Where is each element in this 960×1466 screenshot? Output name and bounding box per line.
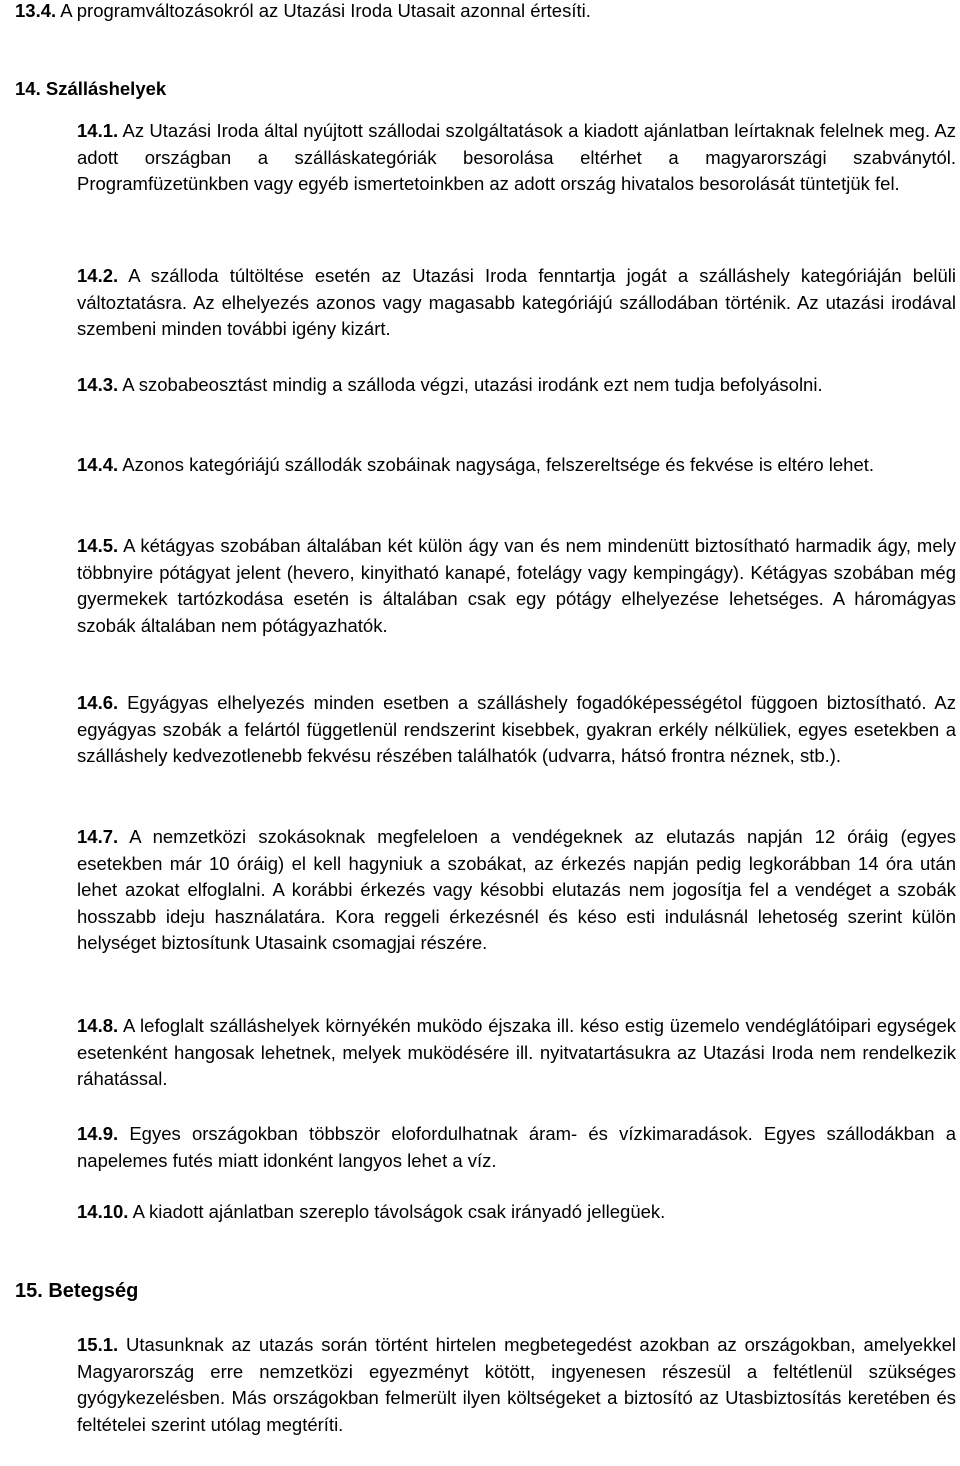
clause-number: 14.10. [77,1201,129,1222]
clause-14-8 [77,1013,956,1093]
clause-number: 14.9. [77,1123,119,1144]
clause-number: 14.8. [77,1015,119,1036]
clause-text: A lefoglalt szálláshelyek környékén muködo éjszaka ill. késo estig üzemelo vendéglátóipari egységek esetenként hangosak lehetnek, melyek muködésére ill. nyitvatartásukra az Utazási Iroda nem rendelkezik ráhatással. [77,1015,956,1089]
clause-14-7 [77,824,956,957]
clause-text: A kiadott ajánlatban szereplo távolságok csak irányadó jellegüek. [132,1201,666,1222]
clause-number: 14.2. [77,265,119,286]
clause-text: A programváltozásokról az Utazási Iroda Utasait azonnal értesíti. [60,0,591,21]
clause-number: 14.7. [77,826,119,847]
clause-14-5 [77,533,956,639]
clause-text: Egyágyas elhelyezés minden esetben a szálláshely fogadóképességétol függoen biztosítható. Az egyágyas szobák a felártól függetlenül rendszerint kisebbek, gyakran erkély nélküliek, egyes esetekben a szálláshely kedvezotlenebb fekvésu részében találhatók (udvarra, hátsó frontra néznek, stb.). [77,692,957,766]
clause-number: 14.4. [77,454,119,475]
clause-text: A kétágyas szobában általában két külön ágy van és nem mindenütt biztosítható harmadik ágy, mely többnyire pótágyat jelent (hevero, kinyitható kanapé, fotelágy vagy kempingágy). Kétágyas szobában még gyermekek tartózkodása esetén is általában csak egy pótágy elhelyezése lehetséges. A háromágyas szobák általában nem pótágyazhatók. [77,535,956,636]
clause-text: A szobabeosztást mindig a szálloda végzi, utazási irodánk ezt nem tudja befolyásolni. [122,374,823,395]
clause-14-6 [77,690,956,770]
clause-14-9 [77,1121,956,1174]
clause-14-3 [77,372,956,399]
clause-13-4 [15,0,591,25]
clause-15-1 [77,1332,956,1438]
clause-number: 15.1. [77,1334,119,1355]
clause-14-4 [77,452,956,479]
clause-text: Egyes országokban többször elofordulhatnak áram- és vízkimaradások. Egyes szállodákban a napelemes futés miatt idonként langyos lehet a víz. [77,1123,956,1171]
clause-number: 13.4. [15,0,57,21]
clause-number: 14.6. [77,692,119,713]
section-title-15: 15. Betegség [15,1280,139,1302]
clause-14-2 [77,263,956,343]
clause-text: Azonos kategóriájú szállodák szobáinak nagysága, felszereltsége és fekvése is eltéro lehet. [122,454,875,475]
clause-text: Utasunknak az utazás során történt hirtelen megbetegedést azokban az országokban, amelyekkel Magyarország erre nemzetközi egyezményt kötött, ingyenesen részesül a feltétlenül szükséges gyógykezelésben. Más országokban felmerült ilyen költségeket a biztosító az Utasbiztosítás keretében és feltételei szerint utólag megtéríti. [77,1334,957,1435]
clause-14-10 [77,1199,956,1226]
clause-number: 14.5. [77,535,119,556]
clause-text: Az Utazási Iroda által nyújtott szállodai szolgáltatások a kiadott ajánlatban leírtaknak felelnek meg. Az adott országban a szálláskategóriák besorolása eltérhet a magyarországi szabványtól. Programfüzetünkben vagy egyéb ismertetoinkben az adott ország hivatalos besorolását tüntetjük fel. [77,120,956,194]
section-title-14: 14. Szálláshelyek [15,78,167,99]
clause-number: 14.3. [77,374,119,395]
clause-text: A szálloda túltöltése esetén az Utazási Iroda fenntartja jogát a szálláshely kategóriáján belüli változtatásra. Az elhelyezés azonos vagy magasabb kategóriájú szállodában történik. Az utazási irodával szembeni minden további igény kizárt. [77,265,956,339]
clause-text: A nemzetközi szokásoknak megfeleloen a vendégeknek az elutazás napján 12 óráig (egyes esetekben már 10 óráig) el kell hagyniuk a szobákat, az érkezés napján pedig legkorábban 14 óra után lehet azokat elfoglalni. A korábbi érkezés vagy késobbi elutazás nem jogosítja fel a vendéget a szobák hosszabb ideju használatára. Kora reggeli érkezésnél és késo esti indulásnál lehetoség szerint külön helységet biztosítunk Utasaink csomagjai részére. [77,826,957,953]
clause-14-1 [77,118,956,198]
clause-number: 14.1. [77,120,119,141]
